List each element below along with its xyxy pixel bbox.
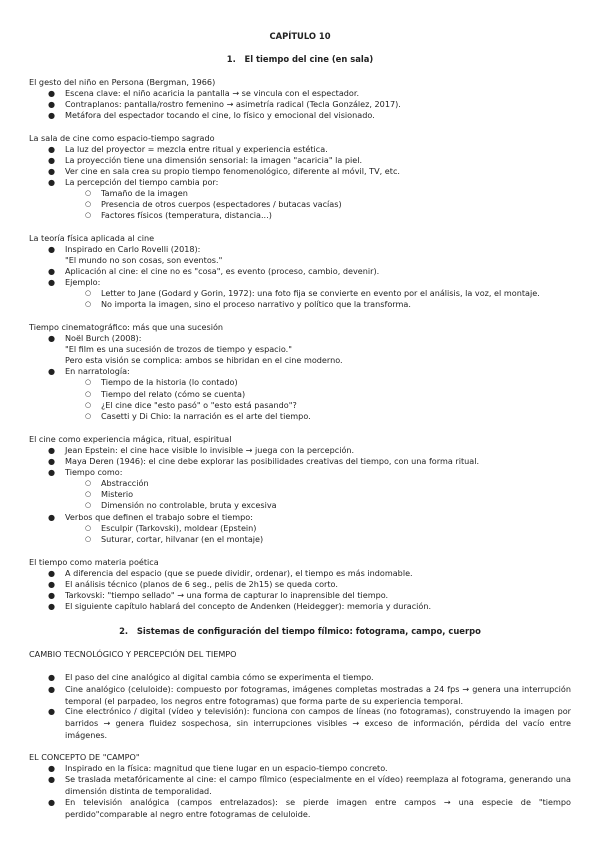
list-item: ● Cine electrónico / digital (vídeo y televisión): funciona con campos de líneas (no fotogramas), construyendo la imagen por barridos → genera fluidez sospechosa, sin interrupciones visibles → exceso de información, pérdida del vacío entre imágenes. [48, 706, 571, 740]
section-2-title: 2. Sistemas de configuración del tiempo fílmico: fotograma, campo, cuerpo [119, 626, 481, 636]
bullet-icon: ● [48, 797, 56, 807]
circle-bullet-icon: ○ [85, 479, 92, 487]
list-item-continuation: "El film es una sucesión de trozos de tiempo y espacio." [65, 344, 292, 354]
circle-bullet-icon: ○ [85, 524, 92, 532]
bullet-icon: ● [48, 445, 56, 455]
circle-bullet-icon: ○ [85, 401, 92, 409]
sub-list-item: ○ Misterio [85, 489, 134, 499]
circle-bullet-icon: ○ [85, 211, 92, 219]
chapter-title: CAPÍTULO 10 [269, 31, 331, 41]
bullet-icon: ● [48, 110, 56, 120]
bullet-icon: ● [48, 706, 56, 716]
bullet-icon: ● [48, 155, 56, 165]
bullet-icon: ● [48, 684, 56, 694]
list-item: ● Inspirado en Carlo Rovelli (2018): [48, 244, 201, 254]
list-item: ● Jean Epstein: el cine hace visible lo invisible → juega con la percepción. [48, 445, 355, 455]
bullet-icon: ● [48, 333, 56, 343]
list-item: ● El paso del cine analógico al digital cambia cómo se experimenta el tiempo. [48, 672, 374, 682]
campo-heading: EL CONCEPTO DE "CAMPO" [29, 752, 140, 762]
bullet-icon: ● [48, 672, 56, 682]
bullet-icon: ● [48, 568, 56, 578]
circle-bullet-icon: ○ [85, 501, 92, 509]
sub-list-item: ○ Tiempo de la historia (lo contado) [85, 377, 238, 387]
circle-bullet-icon: ○ [85, 289, 92, 297]
list-item: ● El análisis técnico (planos de 6 seg., pelis de 2h15) se queda corto. [48, 579, 338, 589]
circle-bullet-icon: ○ [85, 412, 92, 420]
list-item: ● Se traslada metafóricamente al cine: el campo fílmico (especialmente en el vídeo) reemplaza al fotograma, generando una dimensión distinta de temporalidad. [48, 774, 571, 796]
bullet-icon: ● [48, 277, 56, 287]
list-item: ● Tiempo como: [48, 467, 123, 477]
sub-list-item: ○ Suturar, cortar, hilvanar (en el montaje) [85, 534, 264, 544]
sub-list-item: ○ Tamaño de la imagen [85, 188, 188, 198]
group-heading: Tiempo cinematográfico: más que una sucesión [29, 322, 224, 332]
bullet-icon: ● [48, 366, 56, 376]
bullet-icon: ● [48, 144, 56, 154]
list-item: ● La proyección tiene una dimensión sensorial: la imagen "acaricia" la piel. [48, 155, 363, 165]
bullet-icon: ● [48, 99, 56, 109]
sub-list-item: ○ No importa la imagen, sino el proceso narrativo y político que la transforma. [85, 299, 411, 309]
bullet-icon: ● [48, 456, 56, 466]
bullet-icon: ● [48, 266, 56, 276]
list-item: ● A diferencia del espacio (que se puede dividir, ordenar), el tiempo es más indomable. [48, 568, 413, 578]
bullet-icon: ● [48, 579, 56, 589]
bullet-icon: ● [48, 774, 56, 784]
sub-list-item: ○ Casetti y Di Chio: la narración es el arte del tiempo. [85, 411, 311, 421]
sub-list-item: ○ Tiempo del relato (cómo se cuenta) [85, 389, 246, 399]
list-item-continuation: Pero esta visión se complica: ambos se hibridan en el cine moderno. [65, 355, 343, 365]
group-heading: El gesto del niño en Persona (Bergman, 1966) [29, 77, 216, 87]
list-item: ● Ejemplo: [48, 277, 101, 287]
group-heading: La teoría física aplicada al cine [29, 233, 155, 243]
bullet-icon: ● [48, 166, 56, 176]
circle-bullet-icon: ○ [85, 200, 92, 208]
group-heading: El cine como experiencia mágica, ritual, espiritual [29, 434, 232, 444]
list-item: ● Tarkovski: "tiempo sellado" → una forma de capturar lo inaprensible del tiempo. [48, 590, 389, 600]
circle-bullet-icon: ○ [85, 490, 92, 498]
list-item: ● Inspirado en la física: magnitud que tiene lugar en un espacio-tiempo concreto. [48, 763, 388, 773]
circle-bullet-icon: ○ [85, 535, 92, 543]
list-item: ● El siguiente capítulo hablará del concepto de Andenken (Heidegger): memoria y duración. [48, 601, 432, 611]
list-item: ● Maya Deren (1946): el cine debe explorar las posibilidades creativas del tiempo, con una forma ritual. [48, 456, 480, 466]
group-heading: El tiempo como materia poética [29, 557, 159, 567]
list-item: ● La luz del proyector = mezcla entre ritual y experiencia estética. [48, 144, 328, 154]
bullet-icon: ● [48, 601, 56, 611]
sub-list-item: ○ Abstracción [85, 478, 149, 488]
bullet-icon: ● [48, 177, 56, 187]
sub-list-item: ○ Letter to Jane (Godard y Gorin, 1972): una foto fija se convierte en evento por el análisis, la voz, el montaje. [85, 288, 540, 298]
list-item: ● Contraplanos: pantalla/rostro femenino → asimetría radical (Tecla González, 2017). [48, 99, 401, 109]
group-heading: La sala de cine como espacio-tiempo sagrado [29, 133, 215, 143]
list-item: ● Ver cine en sala crea su propio tiempo fenomenológico, diferente al móvil, TV, etc. [48, 166, 400, 176]
list-item: ● Cine analógico (celuloide): compuesto por fotogramas, imágenes completas mostradas a 24 fps → genera una interrupción temporal (el parpadeo, los negros entre fotogramas) que forma parte de su experiencia temporal. [48, 684, 571, 706]
bullet-icon: ● [48, 512, 56, 522]
sub-list-item: ○ Presencia de otros cuerpos (espectadores / butacas vacías) [85, 199, 342, 209]
circle-bullet-icon: ○ [85, 300, 92, 308]
sub-list-item: ○ Dimensión no controlable, bruta y excesiva [85, 500, 277, 510]
sub-list-item: ○ Factores físicos (temperatura, distancia...) [85, 210, 272, 220]
section-1-title: 1. El tiempo del cine (en sala) [226, 54, 374, 64]
list-item: ● Escena clave: el niño acaricia la pantalla → se vincula con el espectador. [48, 88, 360, 98]
bullet-icon: ● [48, 763, 56, 773]
bullet-icon: ● [48, 244, 56, 254]
list-item: ● Verbos que definen el trabajo sobre el tiempo: [48, 512, 253, 522]
circle-bullet-icon: ○ [85, 390, 92, 398]
tech-heading: CAMBIO TECNOLÓGICO Y PERCEPCIÓN DEL TIEMPO [29, 649, 237, 659]
bullet-icon: ● [48, 590, 56, 600]
list-item: ● La percepción del tiempo cambia por: [48, 177, 219, 187]
list-item: ● Metáfora del espectador tocando el cine, lo físico y emocional del visionado. [48, 110, 375, 120]
bullet-icon: ● [48, 88, 56, 98]
sub-list-item: ○ Esculpir (Tarkovski), moldear (Epstein) [85, 523, 257, 533]
list-item: ● En televisión analógica (campos entrelazados): se pierde imagen entre campos → una especie de "tiempo perdido"comparable al negro entre fotogramas de celuloide. [48, 797, 571, 819]
list-item-continuation: "El mundo no son cosas, son eventos." [65, 255, 223, 265]
list-item: ● En narratología: [48, 366, 130, 376]
bullet-icon: ● [48, 467, 56, 477]
list-item: ● Noël Burch (2008): [48, 333, 142, 343]
sub-list-item: ○ ¿El cine dice "esto pasó" o "esto está pasando"? [85, 400, 297, 410]
circle-bullet-icon: ○ [85, 189, 92, 197]
circle-bullet-icon: ○ [85, 378, 92, 386]
list-item: ● Aplicación al cine: el cine no es "cosa", es evento (proceso, cambio, devenir). [48, 266, 380, 276]
